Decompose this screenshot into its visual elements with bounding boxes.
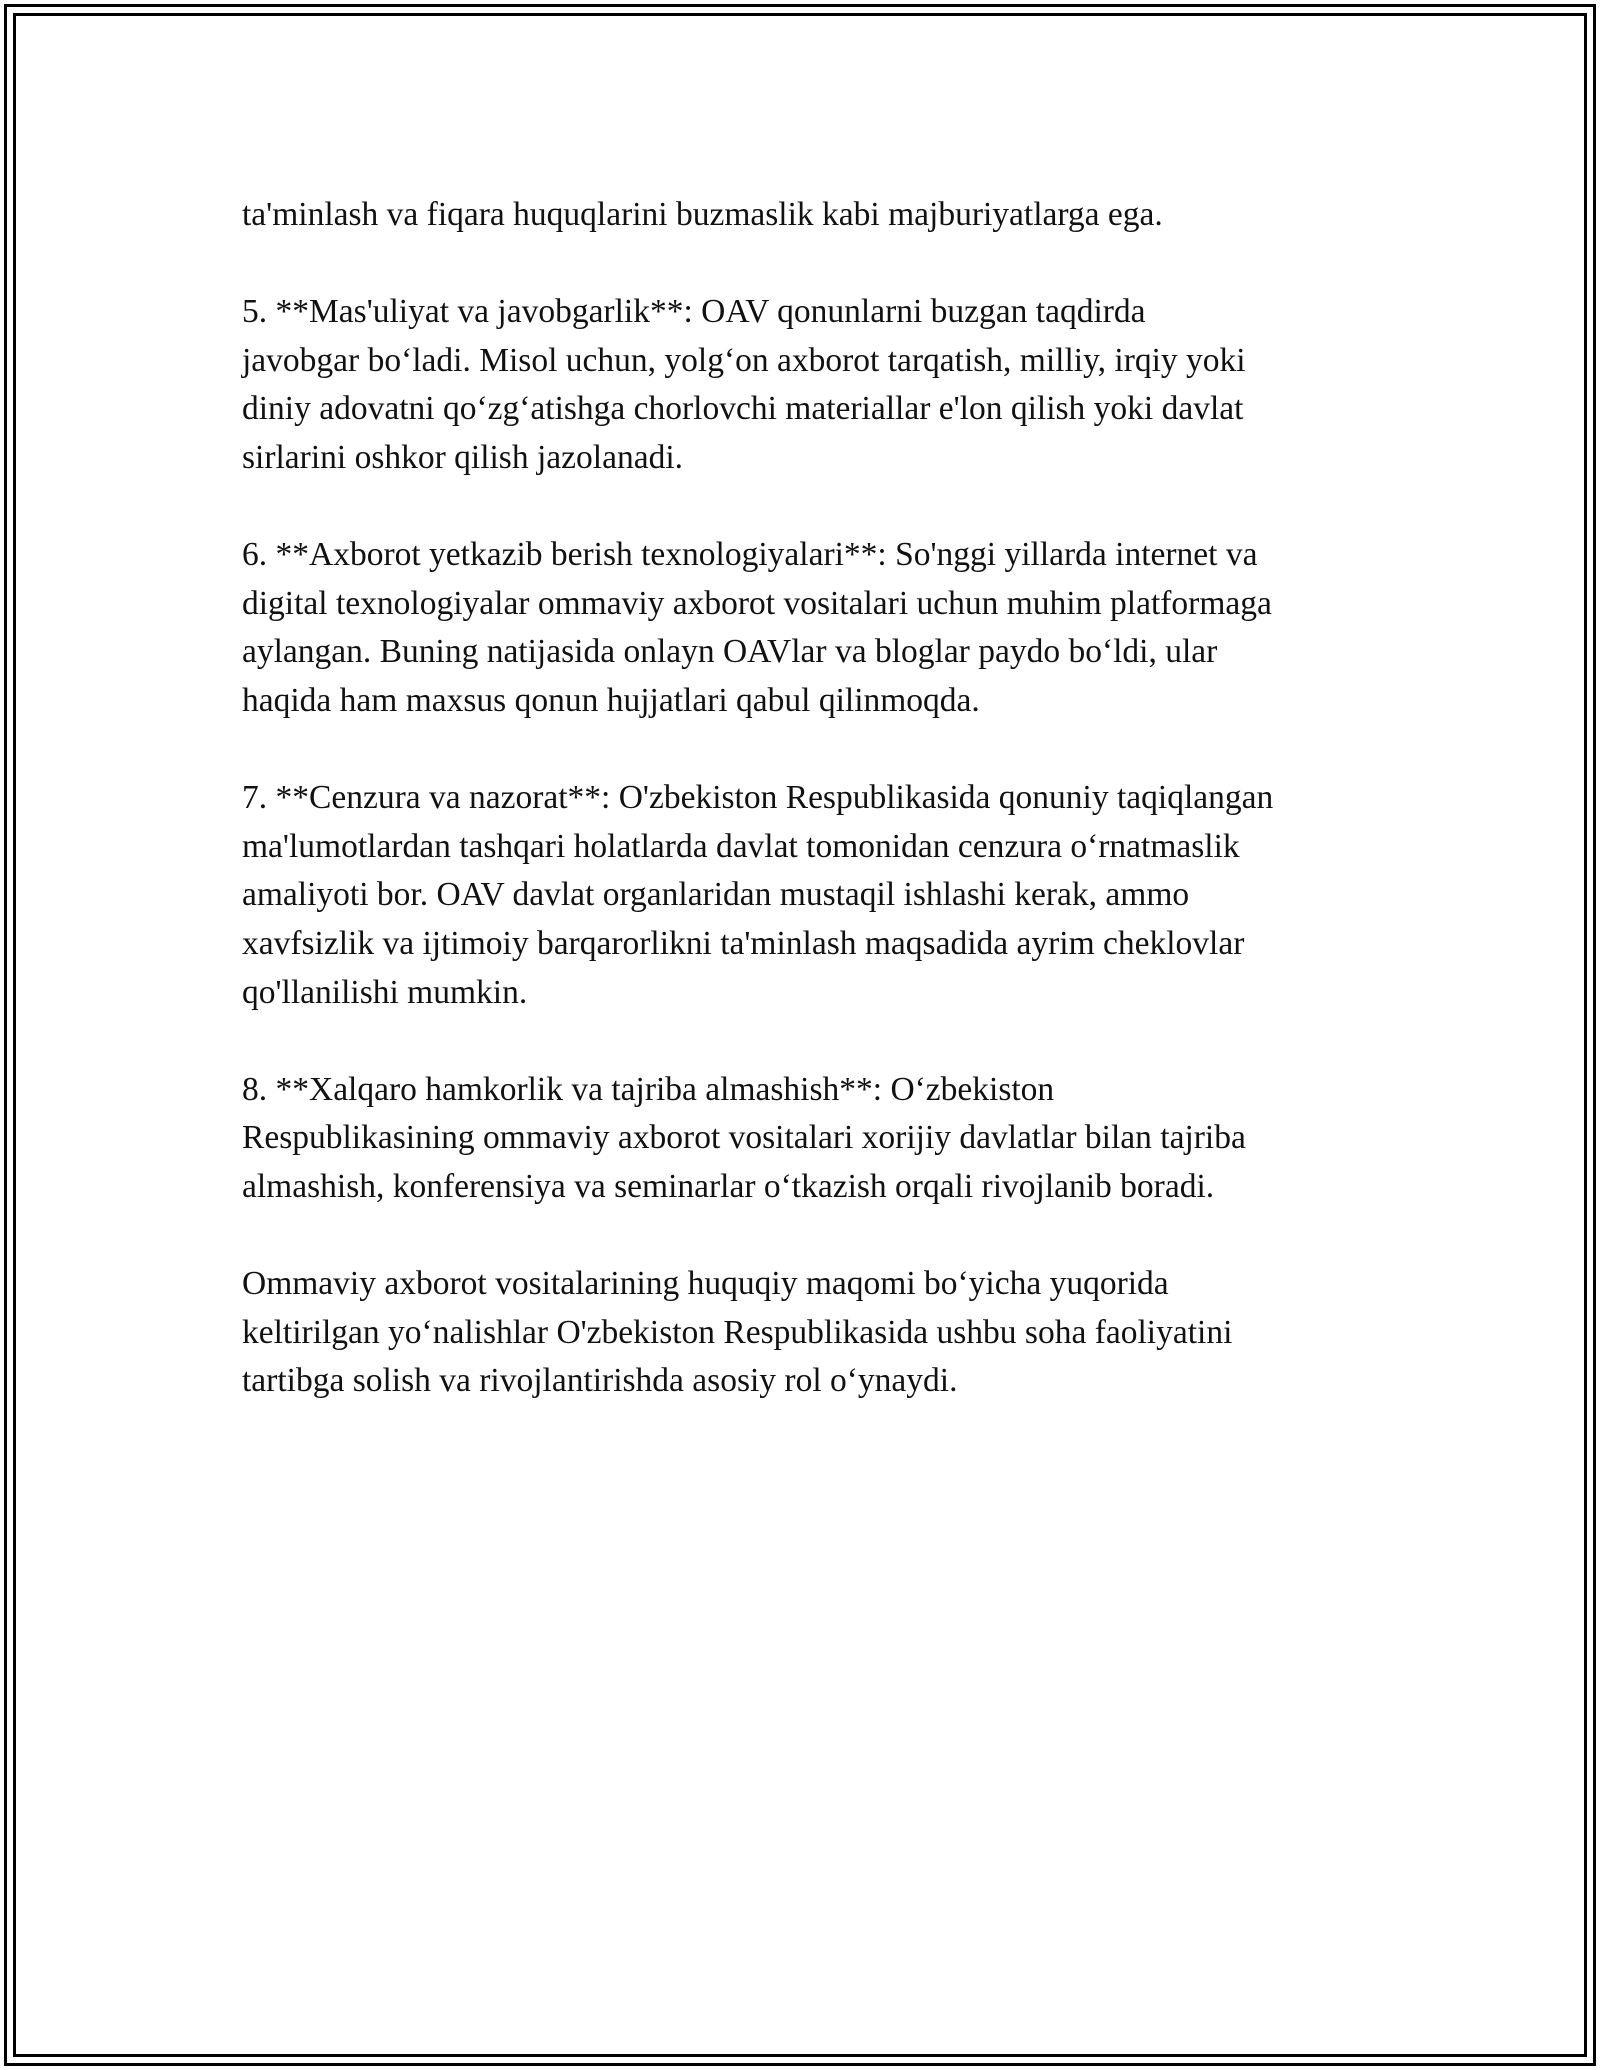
paragraph-conclusion xyxy=(242,1260,1422,1406)
text-line: 6. **Axborot yetkazib berish texnologiyalari**: So'nggi yillarda internet va xyxy=(242,536,1258,574)
text-line: digital texnologiyalar ommaviy axborot vositalari uchun muhim platformaga xyxy=(242,584,1272,622)
page-frame xyxy=(4,4,1596,2066)
text-line: ta'minlash va fiqara huquqlarini buzmaslik kabi majburiyatlarga ega. xyxy=(242,196,1163,233)
text-line: haqida ham maxsus qonun hujjatlari qabul qilinmoqda. xyxy=(242,681,980,719)
text-line: javobgar bo‘ladi. Misol uchun, yolg‘on axborot tarqatish, milliy, irqiy yoki xyxy=(242,341,1246,379)
paragraph-item-7 xyxy=(242,774,1422,1017)
text-line: qo'llanilishi mumkin. xyxy=(242,973,528,1011)
text-line: ma'lumotlardan tashqari holatlarda davlat tomonidan cenzura o‘rnatmaslik xyxy=(242,827,1240,865)
paragraph-continuation xyxy=(242,191,1422,240)
text-line: 5. **Mas'uliyat va javobgarlik**: OAV qonunlarni buzgan taqdirda xyxy=(242,293,1146,331)
text-line: xavfsizlik va ijtimoiy barqarorlikni ta'minlash maqsadida ayrim cheklovlar xyxy=(242,924,1245,962)
text-line: tartibga solish va rivojlantirishda asosiy rol o‘ynaydi. xyxy=(242,1362,958,1400)
text-line: almashish, konferensiya va seminarlar o‘tkazish orqali rivojlanib boradi. xyxy=(242,1167,1215,1205)
document-body xyxy=(242,191,1422,1406)
paragraph-item-5 xyxy=(242,288,1422,482)
text-line: Ommaviy axborot vositalarining huquqiy maqomi bo‘yicha yuqorida xyxy=(242,1265,1169,1303)
text-line: amaliyoti bor. OAV davlat organlaridan mustaqil ishlashi kerak, ammo xyxy=(242,876,1190,914)
text-line: 8. **Xalqaro hamkorlik va tajriba almashish**: O‘zbekiston xyxy=(242,1070,1055,1108)
text-line: 7. **Cenzura va nazorat**: O'zbekiston Respublikasida qonuniy taqiqlangan xyxy=(242,779,1274,817)
paragraph-item-8 xyxy=(242,1066,1422,1212)
text-line: aylangan. Buning natijasida onlayn OAVlar va bloglar paydo bo‘ldi, ular xyxy=(242,633,1218,671)
text-line: diniy adovatni qo‘zg‘atishga chorlovchi materiallar e'lon qilish yoki davlat xyxy=(242,390,1244,428)
text-line: Respublikasining ommaviy axborot vositalari xorijiy davlatlar bilan tajriba xyxy=(242,1119,1246,1157)
paragraph-item-6 xyxy=(242,531,1422,725)
text-line: sirlarini oshkor qilish jazolanadi. xyxy=(242,438,683,476)
text-line: keltirilgan yo‘nalishlar O'zbekiston Respublikasida ushbu soha faoliyatini xyxy=(242,1313,1233,1351)
